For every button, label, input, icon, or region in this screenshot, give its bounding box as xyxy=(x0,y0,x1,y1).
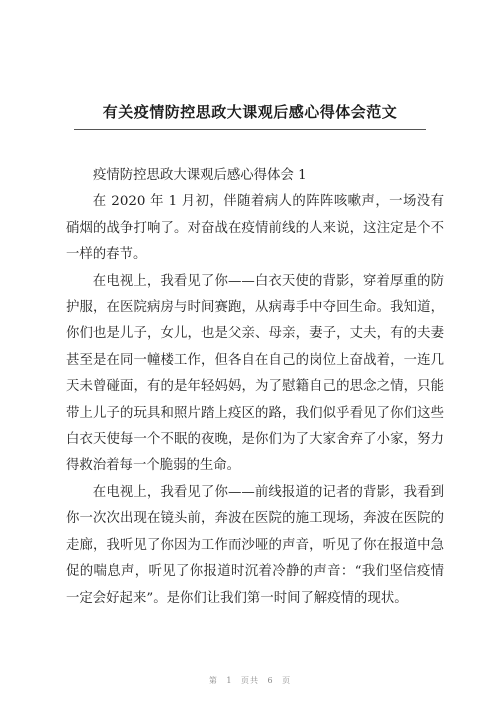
document-body xyxy=(66,163,444,612)
title-divider xyxy=(74,129,426,130)
paragraph: 在电视上，我看见了你——前线报道的记者的背影，我看到你一次次出现在镜头前，奔波在医院的施工现场，奔波在医院的走廊，我听见了你因为工作而沙哑的声音，听见了你在报道中急促的喘息声，听见了你报道时沉着冷静的声音：“我们坚信疫情一定会好起来”。是你们让我们第一时间了解疫情的现状。 xyxy=(66,484,444,606)
page-number-footer: 第 1 页共 6 页 xyxy=(208,676,292,685)
paragraph: 在电视上，我看见了你——白衣天使的背影，穿着厚重的防护服，在医院病房与时间赛跑，从病毒手中夺回生命。我知道，你们也是儿子，女儿，也是父亲、母亲，妻子，丈夫，有的夫妻甚至是在同一幢楼工作，但各自在自己的岗位上奋战着，一连几天未曾碰面，有的是年轻妈妈，为了慰籍自己的思念之情，只能带上儿子的玩具和照片踏上疫区的路，我们似乎看见了你们这些白衣天使每一个不眠的夜晚，是你们为了大家舍弃了小家，努力得救治着每一个脆弱的生命。 xyxy=(66,273,444,474)
document-title: 有关疫情防控思政大课观后感心得体会范文 xyxy=(102,103,398,121)
section-subtitle: 疫情防控思政大课观后感心得体会 1 xyxy=(93,168,307,183)
paragraph: 在 2020 年 1 月初，伴随着病人的阵阵咳嗽声，一场没有硝烟的战争打响了。对奋战在疫情前线的人来说，这注定是个不一样的春节。 xyxy=(66,194,444,263)
